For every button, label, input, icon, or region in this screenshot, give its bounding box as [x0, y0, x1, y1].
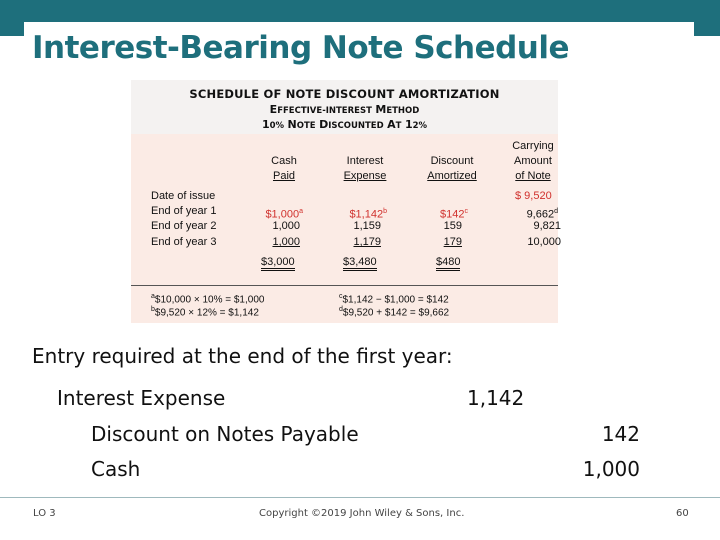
cell-cash-year1: $1,000$^a$	[265, 208, 303, 221]
entry-credit-discount: 142	[601, 422, 640, 446]
total-discount: $480	[436, 256, 460, 269]
cell-cash-year3: 1,000	[272, 236, 300, 248]
cell-interest-year1: $1,142$^b$	[349, 208, 387, 221]
schedule-subtitle-rate: 10% NOTE DISCOUNTED AT 12%	[261, 118, 428, 131]
top-banner	[0, 0, 720, 22]
row-label-issue: Date of issue	[151, 190, 216, 202]
page-number: 60	[676, 508, 689, 519]
schedule-subtitle-method: EFFECTIVE-INTEREST METHOD	[269, 103, 420, 116]
header-interest-expense-2: Expense	[343, 170, 387, 182]
total-interest: $3,480	[343, 256, 377, 269]
cell-interest-year3: 1,179	[353, 236, 381, 248]
entry-account-interest-expense: Interest Expense	[57, 386, 226, 410]
cell-discount-year3: 179	[443, 236, 462, 248]
footnote-c: $^c$\$1,142 − $1,000 = $142	[339, 293, 449, 306]
header-discount-amortized-2: Amortized	[427, 170, 477, 182]
footnote-d: $^d$\$9,520 + $142 = $9,662	[339, 306, 450, 319]
header-carrying-2: Amount	[514, 155, 552, 167]
footnote-divider	[131, 285, 558, 286]
cell-interest-year2: 1,159	[353, 220, 381, 232]
cell-carrying-year1: 9,662$^d$	[526, 208, 558, 221]
row-label-year2: End of year 2	[151, 220, 217, 232]
row-label-year3: End of year 3	[151, 236, 217, 248]
header-cash-paid-1: Cash	[271, 155, 297, 167]
amortization-schedule	[131, 80, 561, 323]
learning-objective: LO 3	[33, 508, 56, 519]
header-discount-amortized-1: Discount	[430, 155, 474, 167]
cell-discount-year1: $142$^c$	[440, 208, 468, 221]
slide-title: Interest-Bearing Note Schedule	[32, 30, 570, 66]
total-cash: $3,000	[261, 256, 295, 269]
header-carrying-1: Carrying	[512, 140, 554, 152]
cell-carrying-issue: $ 9,520	[515, 190, 552, 202]
entry-credit-cash: 1,000	[582, 457, 640, 481]
entry-debit-interest-expense: 1,142	[467, 386, 525, 410]
banner-notch-right	[694, 22, 720, 36]
cell-discount-year2: 159	[443, 220, 462, 232]
schedule-header	[131, 80, 558, 134]
footnote-a: $^a$\$10,000 × 10% = $1,000	[151, 293, 265, 306]
entry-lead-text: Entry required at the end of the first year:	[32, 344, 453, 368]
header-cash-paid-2: Paid	[272, 170, 296, 182]
copyright: Copyright ©2019 John Wiley & Sons, Inc.	[259, 508, 465, 519]
schedule-title: SCHEDULE OF NOTE DISCOUNT AMORTIZATION	[189, 87, 500, 101]
cell-carrying-year2: 9,821	[533, 220, 561, 232]
header-interest-expense-1: Interest	[346, 155, 384, 167]
entry-account-discount: Discount on Notes Payable	[91, 422, 359, 446]
entry-account-cash: Cash	[91, 457, 141, 481]
row-label-year1: End of year 1	[151, 205, 217, 217]
footnote-b: $^b$\$9,520 × 12% = $1,142	[151, 306, 259, 319]
banner-notch-left	[0, 22, 24, 36]
header-carrying-3: of Note	[515, 170, 551, 182]
cell-carrying-year3: 10,000	[527, 236, 561, 248]
footer-divider	[0, 497, 720, 498]
cell-cash-year2: 1,000	[272, 220, 300, 232]
